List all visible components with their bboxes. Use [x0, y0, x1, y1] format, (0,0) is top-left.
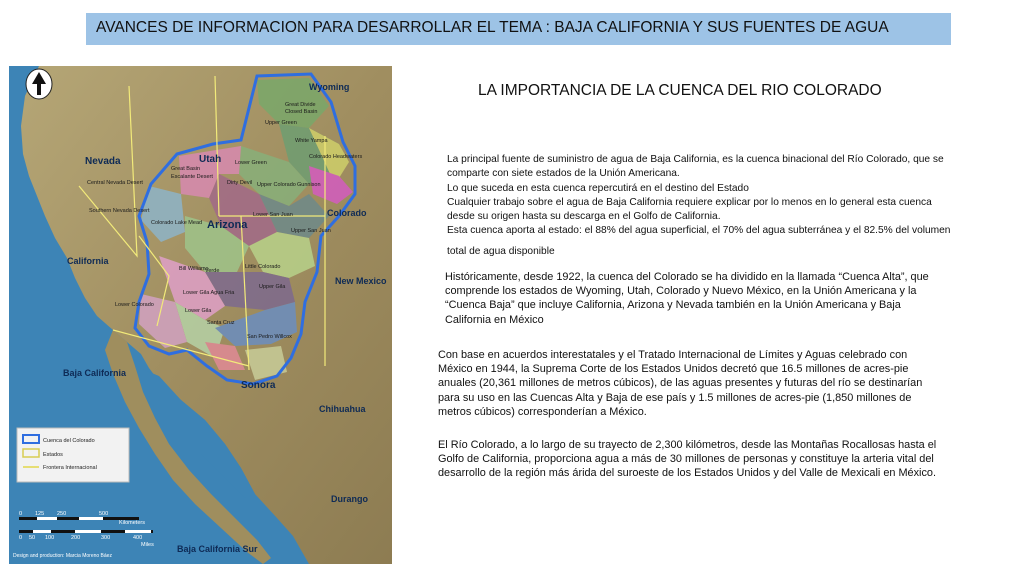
label-little-colorado: Little Colorado [245, 264, 281, 270]
label-california: California [67, 256, 109, 266]
scale-mi-300: 300 [101, 535, 111, 541]
label-nevada: Nevada [85, 156, 121, 167]
intro-line-5: desde su origen hasta su descarga en el Golfo de California. [447, 211, 721, 223]
label-lower-green: Lower Green [235, 160, 267, 166]
scale-mi-400: 400 [133, 535, 143, 541]
historia-paragraph [445, 270, 935, 327]
rio-paragraph [438, 438, 938, 481]
label-central-nevada-desert: Central Nevada Desert [87, 180, 143, 186]
label-arizona: Arizona [207, 219, 248, 231]
label-utah: Utah [199, 154, 222, 165]
label-great-basin: Great Basin [171, 166, 201, 172]
label-baja-california: Baja California [63, 368, 127, 378]
intro-line-2: comparte con siete estados de la Unión Americana. [447, 168, 680, 180]
label-wyoming: Wyoming [309, 82, 350, 92]
label-gunnison: Gunnison [297, 182, 321, 188]
label-new-mexico: New Mexico [335, 276, 387, 286]
label-closed-basin: Closed Basin [285, 109, 318, 115]
label-sonora: Sonora [241, 380, 276, 391]
intro-paragraph [447, 153, 977, 259]
intro-line-7: total de agua disponible [447, 245, 555, 257]
intro-line-3: Lo que suceda en esta cuenca repercutirá en el destino del Estado [447, 182, 749, 194]
label-great-divide: Great Divide [285, 102, 316, 108]
section-subtitle: LA IMPORTANCIA DE LA CUENCA DEL RIO COLORADO [478, 82, 882, 99]
scale-mi-50: 50 [29, 535, 36, 541]
scale-km-500: 500 [99, 511, 109, 517]
label-bill-williams: Bill Williams [179, 266, 209, 272]
label-durango: Durango [331, 494, 368, 504]
label-san-pedro-willcox: San Pedro Willcox [247, 334, 292, 340]
label-colorado: Colorado [327, 208, 367, 218]
label-upper-colorado: Upper Colorado [257, 182, 296, 188]
label-lower-colorado: Lower Colorado [115, 302, 154, 308]
scale-mi-0: 0 [19, 535, 23, 541]
label-escalante-desert: Escalante Desert [171, 174, 213, 180]
scale-mi-200: 200 [71, 535, 81, 541]
label-dirty-devil: Dirty Devil [227, 180, 253, 186]
map-legend [17, 428, 129, 482]
label-baja-california-sur: Baja California Sur [177, 544, 258, 554]
label-upper-gila: Upper Gila [259, 284, 286, 290]
acuerdos-paragraph [438, 348, 938, 419]
legend-states-label: Estados [43, 452, 63, 458]
scale-km-125: 125 [35, 511, 45, 517]
colorado-basin-map [9, 66, 392, 564]
label-chihuahua: Chihuahua [319, 404, 366, 414]
acuerdos-text: Con base en acuerdos interestatales y el Tratado Internacional de Límites y Aguas celebrado con México en 1944, la Suprema Corte de los Estados Unidos decretó que 16.5 millones de acres-pie anuales (20,361 millones de metros cúbicos), de las aguas presentes y futuras del río se destinarían para su uso en las Cuencas Alta y Baja de ese país y 1.5 millones de acres-pie (1,850 millones de metros cúbicos) corresponderían a México. [438, 349, 923, 418]
legend-basin-label: Cuenca del Colorado [43, 438, 95, 444]
intro-line-1: La principal fuente de suministro de agua de Baja California, es la cuenca binacional del Río Colorado, que se [447, 154, 944, 165]
label-upper-san-juan: Upper San Juan [291, 228, 331, 234]
label-colorado-headwaters: Colorado Headwaters [309, 154, 363, 160]
label-southern-nevada-desert: Southern Nevada Desert [89, 208, 150, 214]
label-lower-gila-agua-fria: Lower Gila Agua Fria [183, 290, 235, 296]
label-colorado-lake-mead: Colorado Lake Mead [151, 220, 203, 226]
historia-text: Históricamente, desde 1922, la cuenca del Colorado se ha dividido en la llamada “Cuenca Alta”, que comprende los estados de Wyoming, Utah, Colorado y Nuevo México, en la Unión Americana y la “Cuenca Baja” que incluye California, Arizona y Nevada también en la Unión Americana y Baja California en México [445, 271, 929, 326]
label-lower-gila: Lower Gila [185, 308, 212, 314]
intro-line-6: Esta cuenca aporta al estado: el 88% del agua superficial, el 70% del agua subterránea y el 82.5% del volumen [447, 225, 951, 237]
label-white-yampa: White Yampa [295, 138, 328, 144]
scale-km-250: 250 [57, 511, 67, 517]
scale-mi-unit: Miles [141, 542, 154, 548]
title-banner [86, 13, 951, 45]
label-lower-san-juan: Lower San Juan [253, 212, 293, 218]
legend-border-label: Frontera Internacional [43, 465, 97, 471]
label-santa-cruz: Santa Cruz [207, 320, 235, 326]
map-credit: Design and production: Marcia Moreno Báez [13, 553, 112, 559]
scale-mi-100: 100 [45, 535, 55, 541]
slide-title: AVANCES DE INFORMACION PARA DESARROLLAR EL TEMA : BAJA CALIFORNIA Y SUS FUENTES DE AGUA [96, 19, 889, 36]
rio-text: El Río Colorado, a lo largo de su trayecto de 2,300 kilómetros, desde las Montañas Rocallosas hasta el Golfo de California, proporciona agua a más de 30 millones de personas y constituye la arteria vital del desarrollo de la región más árida del suroeste de los Estados Unidos y del Valle de Mexicali en México. [438, 439, 937, 480]
scale-km-unit: Kilometers [119, 520, 145, 526]
intro-line-4: Cualquier trabajo sobre el agua de Baja California requiere explicar por lo menos en lo general esta cuenca [447, 196, 932, 208]
scale-km-0: 0 [19, 511, 23, 517]
north-arrow-icon [26, 69, 52, 99]
label-upper-green: Upper Green [265, 120, 297, 126]
label-verde: Verde [205, 268, 220, 274]
